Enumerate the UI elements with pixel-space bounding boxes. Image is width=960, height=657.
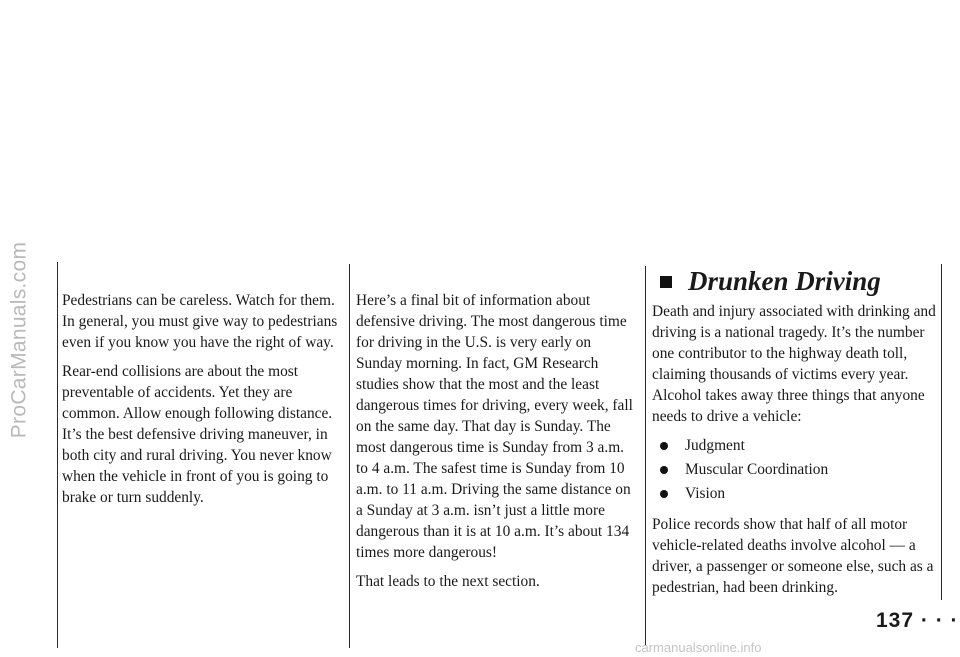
bullet-icon bbox=[660, 466, 668, 474]
page-number: 137 · · · bbox=[876, 609, 959, 632]
heading-text: Drunken Driving bbox=[688, 266, 881, 296]
column-3 bbox=[652, 301, 938, 606]
column-rule-left bbox=[57, 262, 58, 648]
paragraph-sunday-danger: Here’s a final bit of information about defensive driving. The most dangerous time for driving in the U.S. is very early on Sunday morning. In fact, GM Research studies show that the most and the least dangerous times for driving, every week, fall on the same day. That day is Sunday. The most dangerous time is Sunday from 3 a.m. to 4 a.m. The safest time is Sunday from 10 a.m. to 11 a.m. Driving the same distance on a Sunday at 3 a.m. isn’t just a little more dangerous than it is at 10 a.m. It’s about 134 times more dangerous! bbox=[356, 292, 633, 561]
watermark-text: ProCarManuals.com bbox=[7, 241, 30, 439]
paragraph-next-section: That leads to the next section. bbox=[356, 573, 540, 590]
column-rule-right bbox=[941, 264, 942, 600]
paragraph-rear-end: Rear-end collisions are about the most preventable of accidents. Yet they are common. Allow enough following distance. It’s the best defensive driving maneuver, in both city and rural driving. You never know when the vehicle in front of you is going to brake or turn suddenly. bbox=[62, 363, 333, 506]
square-bullet-icon bbox=[660, 276, 672, 288]
bullet-text: Muscular Coordination bbox=[685, 461, 829, 478]
list-item bbox=[652, 435, 938, 456]
column-1 bbox=[62, 290, 346, 516]
paragraph-drunken-intro: Death and injury associated with drinking and driving is a national tragedy. It’s the number one contributor to the highway death toll, claiming thousands of victims every year. Alcohol takes away three things that anyone needs to drive a vehicle: bbox=[652, 303, 936, 425]
bullet-icon bbox=[660, 442, 668, 450]
section-heading bbox=[652, 266, 881, 297]
column-rule-middle bbox=[349, 264, 350, 648]
bullet-text: Vision bbox=[685, 485, 726, 502]
watermark bbox=[4, 60, 34, 620]
column-2 bbox=[356, 290, 639, 600]
column-rule-center bbox=[645, 266, 646, 646]
footer-watermark: carmanualsonline.info bbox=[635, 640, 762, 655]
list-item bbox=[652, 483, 938, 504]
bullet-icon bbox=[660, 490, 668, 498]
bullet-list bbox=[652, 435, 938, 504]
paragraph-police-records: Police records show that half of all motor vehicle-related deaths involve alcohol — a driver, a passenger or someone else, such as a pedestrian, had been drinking. bbox=[652, 516, 934, 596]
list-item bbox=[652, 459, 938, 480]
bullet-text: Judgment bbox=[685, 437, 745, 454]
paragraph-pedestrians: Pedestrians can be careless. Watch for them. In general, you must give way to pedestrians even if you know you have the right of way. bbox=[62, 292, 338, 351]
